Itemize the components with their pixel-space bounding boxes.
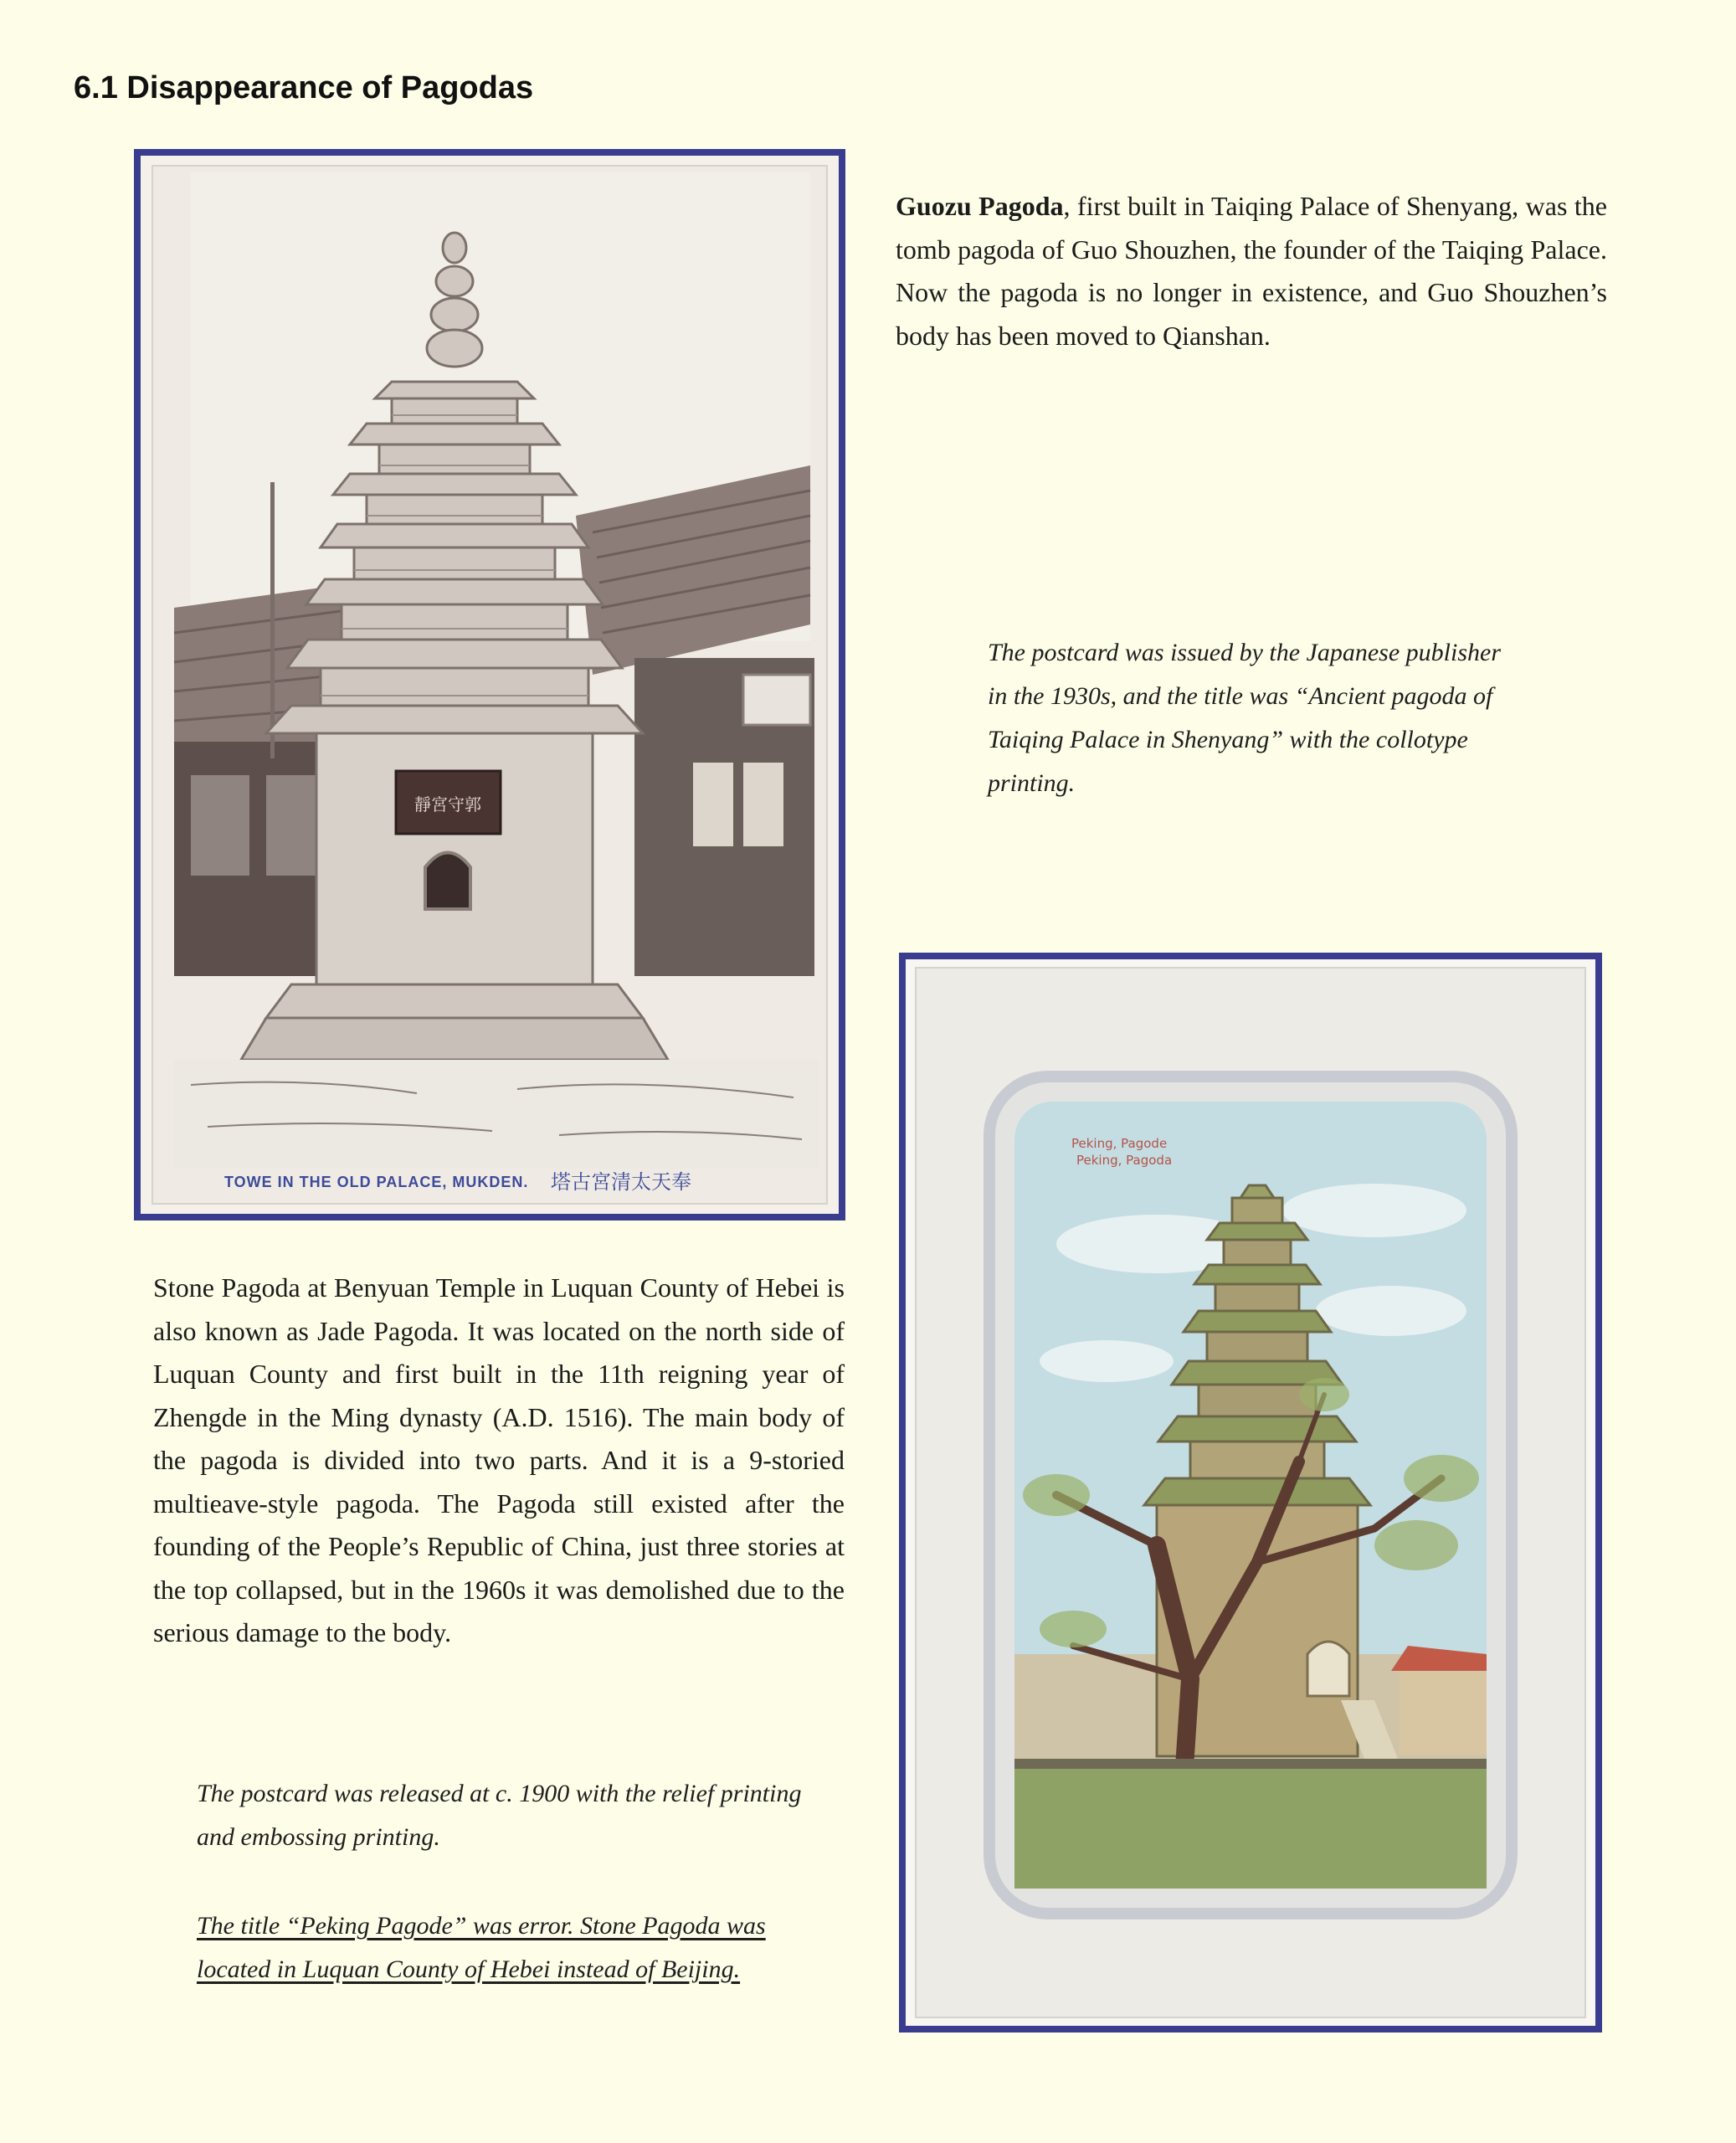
guozu-postcard-note: The postcard was issued by the Japanese publisher in the 1930s, and the title was “Ancient pagoda of Taiqing Palace in Shenyang” with the collotype printing. xyxy=(988,639,1501,797)
page-title: 6.1 Disappearance of Pagodas xyxy=(74,70,534,105)
guozu-caption-en: TOWE IN THE OLD PALACE, MUKDEN. xyxy=(224,1174,529,1190)
stone-caption-2: Peking, Pagoda xyxy=(1076,1153,1173,1168)
stone-pagoda-description: Stone Pagoda at Benyuan Temple in Luquan County of Hebei is also known as Jade Pagoda. It was located on the north side of Luquan County and first built in the 11th reigning year of Zhengde in the Ming dynasty (A.D. 1516). The main body of the pagoda is divided into two parts. And it is a 9-storied multieave-style pagoda. The Pagoda still existed after the founding of the People’s Republic of China, just three stories at the top collapsed, but in the 1960s it was demolished due to the serious damage to the body. xyxy=(153,1272,845,1647)
stone-pagoda-postcard-frame xyxy=(899,953,1602,2033)
guozu-description xyxy=(896,185,1607,357)
guozu-postcard-frame xyxy=(134,149,845,1221)
guozu-caption-zh: 塔古宮清太天奉 xyxy=(551,1170,691,1194)
stone-pagoda-postcard-image xyxy=(906,959,1595,2026)
guozu-name: Guozu Pagoda xyxy=(896,191,1064,221)
stone-pagoda-note-printing: The postcard was released at c. 1900 with the relief printing and embossing printing. xyxy=(197,1780,802,1851)
guozu-text: , first built in Taiqing Palace of Shenyang, was the tomb pagoda of Guo Shouzhen, the founder of the Taiqing Palace. Now the pagoda is no longer in existence, and Guo Shouzhen’s body has been moved to Qianshan. xyxy=(896,191,1608,351)
stone-caption-1: Peking, Pagode xyxy=(1071,1136,1168,1151)
stone-pagoda-note-title-error: The title “Peking Pagode” was error. Stone Pagoda was located in Luquan County of Hebei instead of Beijing. xyxy=(197,1912,766,1983)
guozu-postcard-image xyxy=(141,156,839,1214)
plaque-text: 靜宮守郭 xyxy=(414,794,481,815)
